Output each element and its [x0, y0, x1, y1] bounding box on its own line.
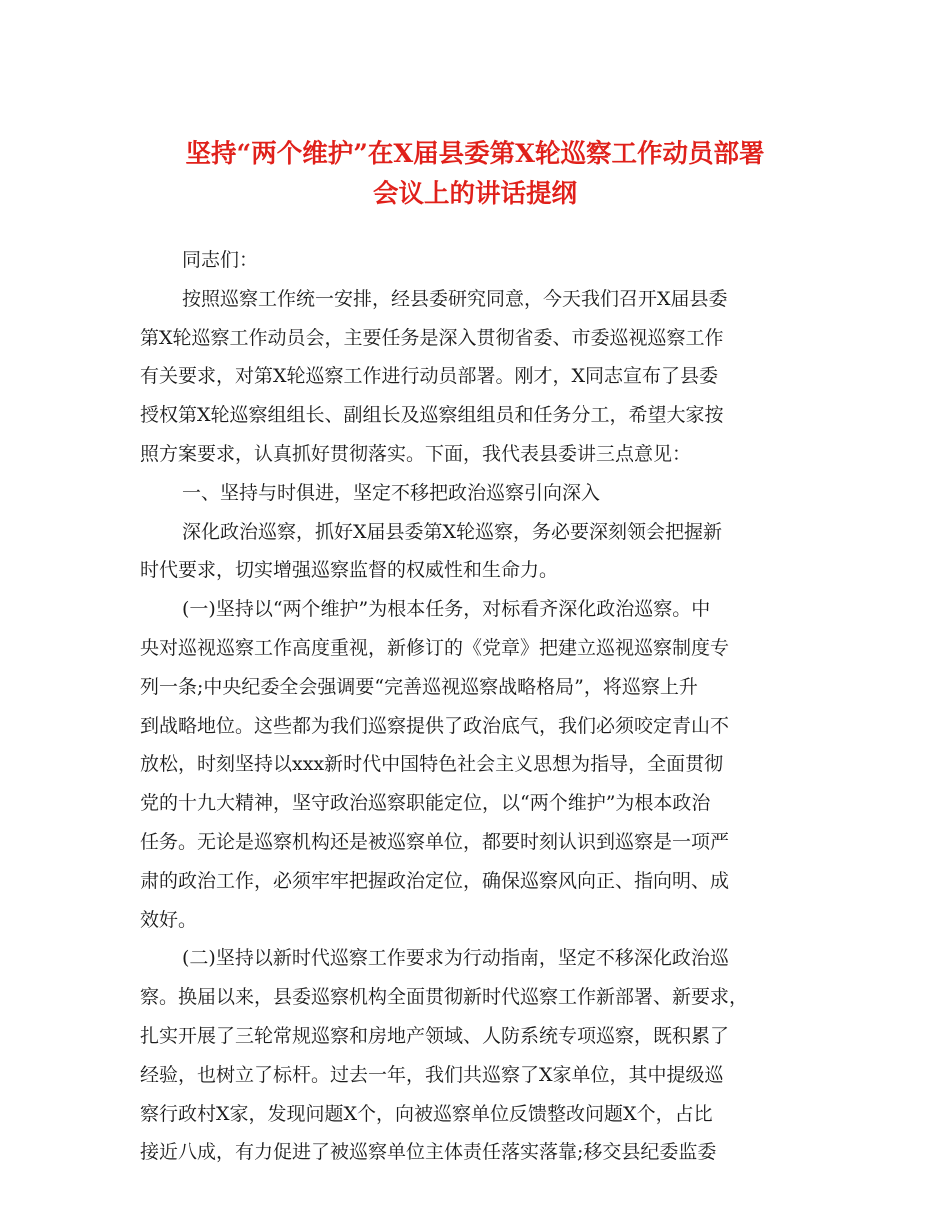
body-line: 党的十九大精神，坚守政治巡察职能定位，以“两个维护”为根本政治 [140, 792, 711, 815]
body-line: 接近八成，有力促进了被巡察单位主体责任落实落靠;移交县纪委监委 [140, 1141, 717, 1164]
body-line: 第X轮巡察工作动员会，主要任务是深入贯彻省委、市委巡视巡察工作 [140, 326, 724, 349]
body-line: (二)坚持以新时代巡察工作要求为行动指南，坚定不移深化政治巡 [182, 947, 729, 970]
body-line: 任务。无论是巡察机构还是被巡察单位，都要时刻认识到巡察是一项严 [140, 831, 730, 853]
body-line: 经验，也树立了标杆。过去一年，我们共巡察了X家单位，其中提级巡 [140, 1063, 724, 1086]
body-line: 一、坚持与时俱进，坚定不移把政治巡察引向深入 [182, 481, 601, 504]
body-line: 察。换届以来，县委巡察机构全面贯彻新时代巡察工作新部署、新要求， [140, 986, 749, 1009]
body-line: 到战略地位。这些都为我们巡察提供了政治底气，我们必须咬定青山不 [140, 714, 730, 737]
body-line: 效好。 [140, 908, 198, 931]
body-line: 察行政村X家，发现问题X个，向被巡察单位反馈整改问题X个，占比 [140, 1102, 713, 1125]
document-title-line-2: 会议上的讲话提纲 [372, 179, 577, 209]
document-title-line-1: 坚持“两个维护”在X届县委第X轮巡察工作动员部署 [185, 139, 765, 169]
body-line: 深化政治巡察，抓好X届县委第X轮巡察，务必要深刻领会把握新 [182, 520, 723, 543]
body-line: 列一条;中央纪委全会强调要“完善巡视巡察战略格局”，将巡察上升 [140, 675, 698, 698]
body-line: 肃的政治工作，必须牢牢把握政治定位，确保巡察风向正、指向明、成 [140, 869, 730, 892]
body-line: 扎实开展了三轮常规巡察和房地产领域、人防系统专项巡察，既积累了 [140, 1025, 730, 1047]
body-line: 授权第X轮巡察组组长、副组长及巡察组组员和任务分工，希望大家按 [140, 404, 724, 427]
body-line: 央对巡视巡察工作高度重视，新修订的《党章》把建立巡视巡察制度专 [140, 637, 730, 659]
body-line: 按照巡察工作统一安排，经县委研究同意，今天我们召开X届县委 [182, 287, 728, 310]
body-line: (一)坚持以“两个维护”为根本任务，对标看齐深化政治巡察。中 [182, 598, 711, 621]
body-line: 有关要求，对第X轮巡察工作进行动员部署。刚才，X同志宣布了县委 [140, 365, 719, 388]
body-line: 放松，时刻坚持以xxx新时代中国特色社会主义思想为指导，全面贯彻 [140, 753, 724, 776]
body-line: 时代要求，切实增强巡察监督的权威性和生命力。 [140, 559, 559, 582]
body-line: 同志们： [182, 249, 259, 271]
body-line: 照方案要求，认真抓好贯彻落实。下面，我代表县委讲三点意见： [140, 443, 692, 465]
